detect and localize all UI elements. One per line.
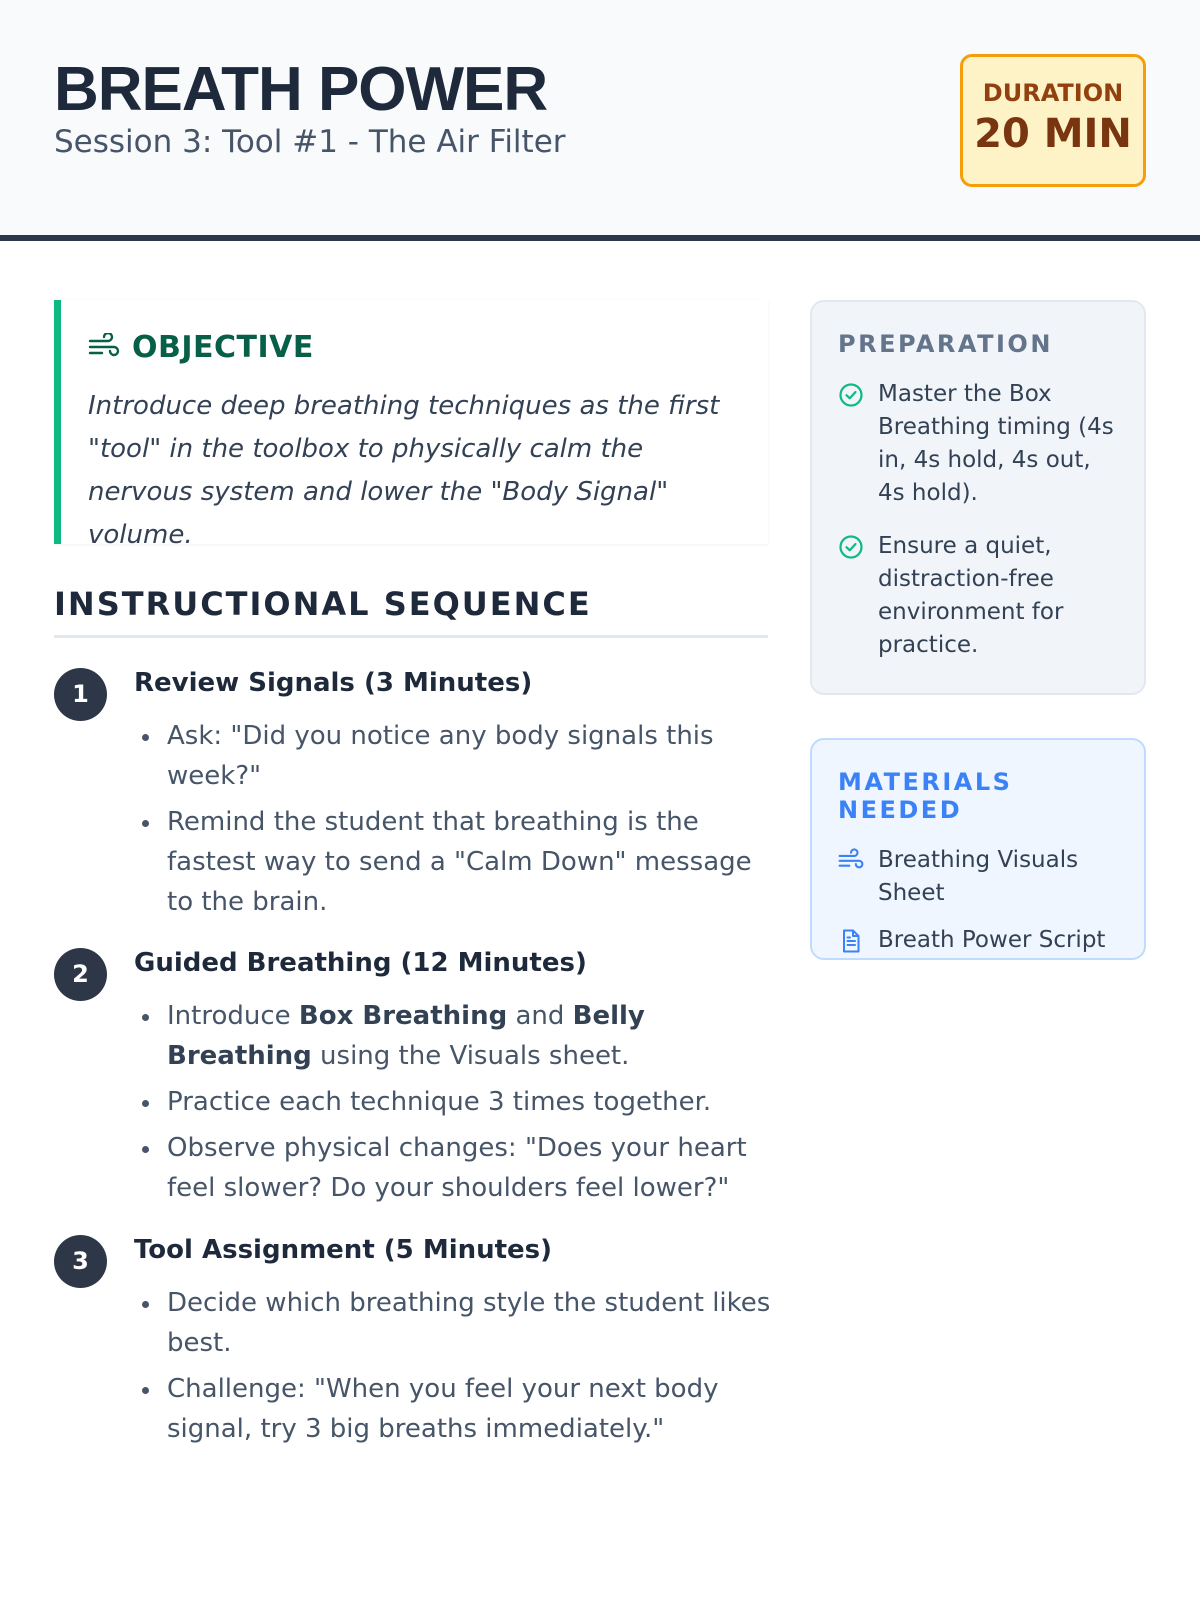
check-circle-icon: [838, 382, 864, 418]
step-list: [134, 716, 774, 928]
step-title: Review Signals (3 Minutes): [134, 668, 533, 698]
check-circle-icon: [838, 534, 864, 570]
objective-header: [88, 330, 738, 365]
sequence-heading: INSTRUCTIONAL SEQUENCE: [54, 585, 768, 638]
item-text: and: [507, 1001, 573, 1031]
step-number-badge: 2: [54, 948, 107, 1001]
objective-card: [54, 300, 768, 550]
list-item: Remind the student that breathing is the fastest way to send a "Calm Down" message to the brain.: [134, 802, 774, 922]
duration-value: 20 MIN: [974, 111, 1132, 157]
page-title: BREATH POWER: [54, 55, 548, 124]
objective-text: Introduce deep breathing techniques as the first "tool" in the toolbox to physically calm the nervous system and lower the "Body Signal" volume.: [88, 391, 720, 550]
step-title: Guided Breathing (12 Minutes): [134, 948, 587, 978]
list-item: Practice each technique 3 times together.: [134, 1082, 774, 1122]
preparation-card: [810, 300, 1146, 695]
wind-icon: [88, 333, 120, 363]
materials-card: [810, 738, 1146, 960]
list-item: [134, 996, 774, 1076]
materials-title: MATERIALS NEEDED: [838, 768, 1013, 824]
material-item-text: Breath Power Script: [878, 927, 1106, 953]
step-number-badge: 3: [54, 1235, 107, 1288]
objective-title: OBJECTIVE: [132, 330, 314, 365]
list-item: Decide which breathing style the student likes best.: [134, 1283, 774, 1363]
list-item: [838, 844, 1118, 910]
materials-list: [838, 844, 1118, 964]
technique-name: Belly Breathing: [167, 1001, 645, 1071]
technique-name: Box Breathing: [298, 1001, 508, 1031]
item-text: Introduce: [167, 1001, 299, 1031]
material-item-text: Breathing Visuals Sheet: [878, 847, 1079, 906]
step-list: [134, 1283, 774, 1455]
preparation-item-text: Master the Box Breathing timing (4s in, 4s hold, 4s out, 4s hold).: [878, 381, 1114, 506]
list-item: [838, 378, 1118, 510]
preparation-item-text: Ensure a quiet, distraction-free environment for practice.: [878, 533, 1064, 658]
document-icon: [838, 928, 864, 964]
list-item: Observe physical changes: "Does your heart feel slower? Do your shoulders feel lower?": [134, 1128, 774, 1208]
duration-badge: [960, 54, 1146, 187]
list-item: [838, 530, 1118, 662]
list-item: [838, 924, 1118, 964]
wind-icon: [838, 848, 864, 882]
step-list: [134, 996, 774, 1214]
item-text: using the Visuals sheet.: [311, 1041, 630, 1071]
preparation-title: PREPARATION: [838, 330, 1053, 358]
step-title: Tool Assignment (5 Minutes): [134, 1235, 553, 1265]
page-header: [0, 0, 1200, 241]
duration-label: DURATION: [982, 79, 1124, 107]
preparation-list: [838, 378, 1118, 662]
list-item: Ask: "Did you notice any body signals this week?": [134, 716, 774, 796]
step-number-badge: 1: [54, 668, 107, 721]
list-item: Challenge: "When you feel your next body signal, try 3 big breaths immediately.": [134, 1369, 774, 1449]
page-subtitle: Session 3: Tool #1 - The Air Filter: [54, 124, 566, 160]
